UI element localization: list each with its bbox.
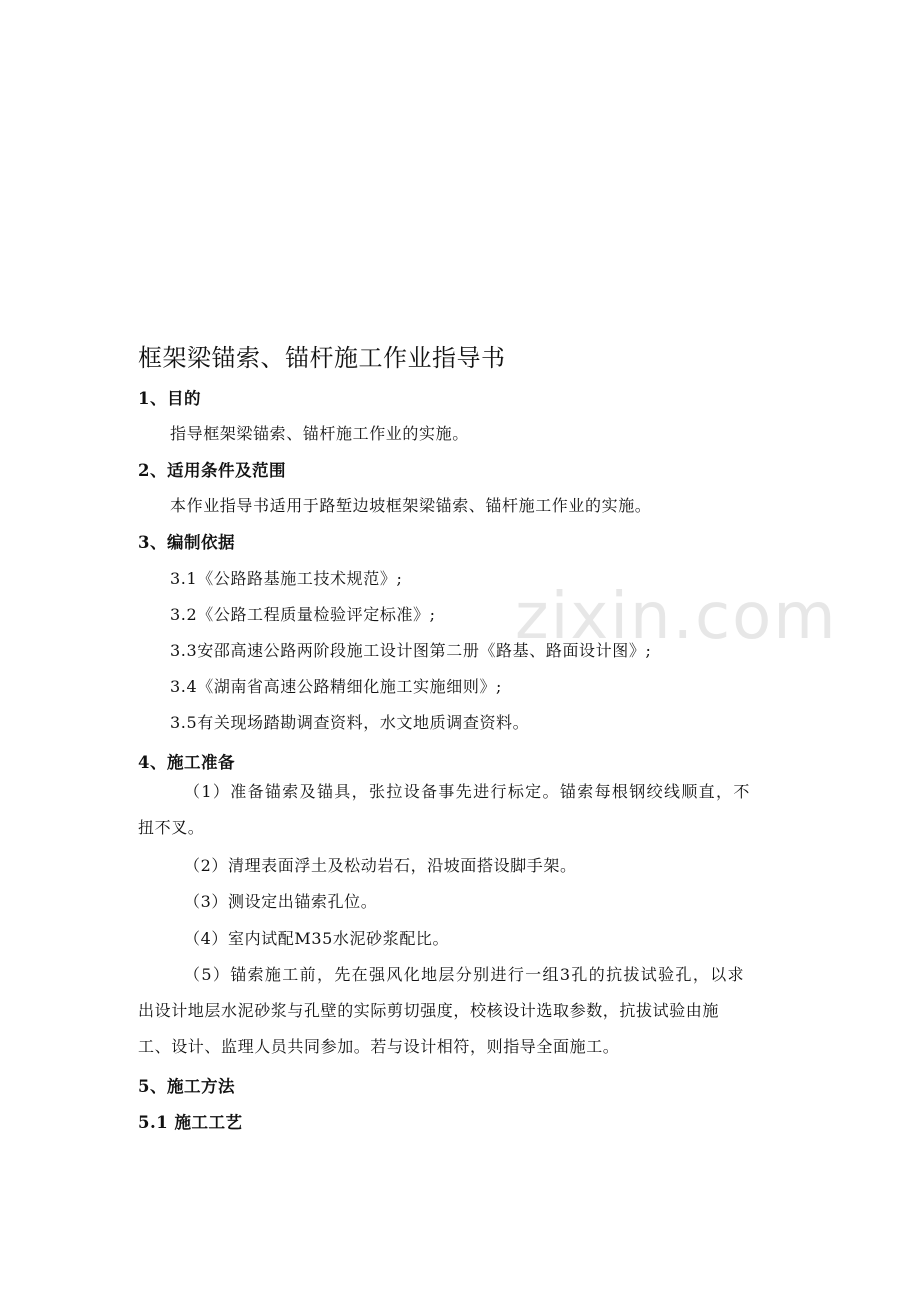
section-heading-preparation: 4、施工准备 [138, 753, 235, 772]
paragraph-line: （3）测设定出锚索孔位。 [184, 892, 378, 911]
paragraph-line: 本作业指导书适用于路堑边坡框架梁锚索、锚杆施工作业的实施。 [170, 496, 652, 515]
list-item: 3.4《湖南省高速公路精细化施工实施细则》; [170, 677, 503, 696]
paragraph-line: （5）锚索施工前，先在强风化地层分别进行一组3孔的抗拔试验孔，以求 [184, 965, 745, 984]
paragraph-line: 出设计地层水泥砂浆与孔壁的实际剪切强度，校核设计选取参数，抗拔试验由施 [138, 1001, 720, 1020]
section-heading-method: 5、施工方法 [138, 1077, 235, 1096]
paragraph-line: 指导框架梁锚索、锚杆施工作业的实施。 [170, 424, 469, 443]
paragraph-line: 扭不叉。 [138, 818, 205, 837]
paragraph-line: （1）准备锚索及锚具，张拉设备事先进行标定。锚索每根钢绞线顺直，不 [184, 782, 751, 801]
section-heading-purpose: 1、目的 [138, 389, 201, 408]
list-item: 3.5有关现场踏勘调查资料，水文地质调查资料。 [170, 713, 530, 732]
watermark: zixin.com [515, 580, 838, 654]
paragraph-line: 工、设计、监理人员共同参加。若与设计相符，则指导全面施工。 [138, 1037, 620, 1056]
document-title: 框架梁锚索、锚杆施工作业指导书 [138, 344, 506, 372]
paragraph-line: （2）清理表面浮土及松动岩石，沿坡面搭设脚手架。 [184, 856, 577, 875]
paragraph-line: （4）室内试配M35水泥砂浆配比。 [184, 929, 450, 948]
section-heading-basis: 3、编制依据 [138, 533, 235, 552]
list-item: 3.3安邵高速公路两阶段施工设计图第二册《路基、路面设计图》; [170, 641, 652, 660]
list-item: 3.2《公路工程质量检验评定标准》; [170, 605, 436, 624]
section-heading-scope: 2、适用条件及范围 [138, 461, 286, 480]
subsection-heading-process: 5.1 施工工艺 [138, 1113, 243, 1132]
list-item: 3.1《公路路基施工技术规范》; [170, 569, 403, 588]
